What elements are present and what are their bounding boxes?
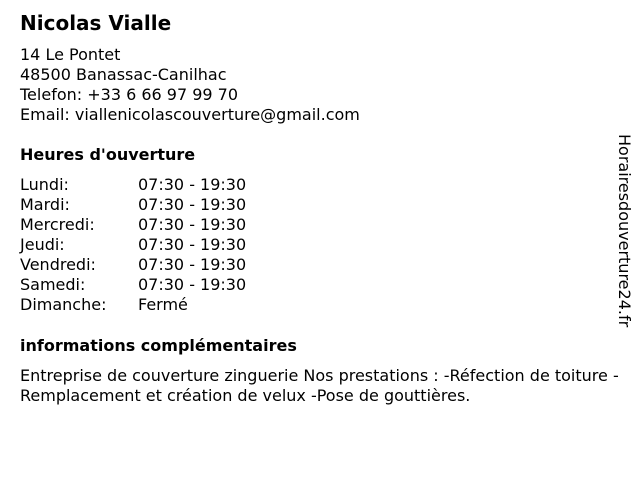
day-label: Jeudi:	[20, 235, 65, 254]
time-range: 07:30 - 19:30	[138, 175, 247, 194]
opening-hours-list	[20, 175, 626, 315]
business-card	[20, 10, 626, 406]
day-label: Vendredi:	[20, 255, 96, 274]
hours-row-sunday	[20, 295, 626, 315]
time-range: 07:30 - 19:30	[138, 275, 247, 294]
info-title: informations complémentaires	[20, 336, 297, 355]
site-watermark: Horairesdouverture24.fr	[615, 134, 634, 328]
time-range: 07:30 - 19:30	[138, 215, 247, 234]
time-range: 07:30 - 19:30	[138, 235, 247, 254]
info-description: Entreprise de couverture zinguerie Nos prestations : -Réfection de toiture -Remplacement et création de velux -Pose de gouttières.	[20, 366, 619, 405]
day-label: Lundi:	[20, 175, 69, 194]
hours-title: Heures d'ouverture	[20, 145, 196, 164]
business-name: Nicolas Vialle	[20, 11, 172, 35]
time-range: 07:30 - 19:30	[138, 195, 247, 214]
hours-row-thursday	[20, 235, 626, 255]
day-label: Mardi:	[20, 195, 70, 214]
day-label: Dimanche:	[20, 295, 107, 314]
hours-row-tuesday	[20, 195, 626, 215]
hours-row-wednesday	[20, 215, 626, 235]
day-label: Samedi:	[20, 275, 86, 294]
contact-block	[20, 45, 626, 125]
hours-row-saturday	[20, 275, 626, 295]
time-range: Fermé	[138, 295, 188, 314]
hours-row-friday	[20, 255, 626, 275]
day-label: Mercredi:	[20, 215, 95, 234]
time-range: 07:30 - 19:30	[138, 255, 247, 274]
email-address: Email: viallenicolascouverture@gmail.com	[20, 105, 360, 124]
phone-number: Telefon: +33 6 66 97 99 70	[20, 85, 239, 104]
city-address: 48500 Banassac-Canilhac	[20, 65, 227, 84]
hours-row-monday	[20, 175, 626, 195]
street-address: 14 Le Pontet	[20, 45, 121, 64]
